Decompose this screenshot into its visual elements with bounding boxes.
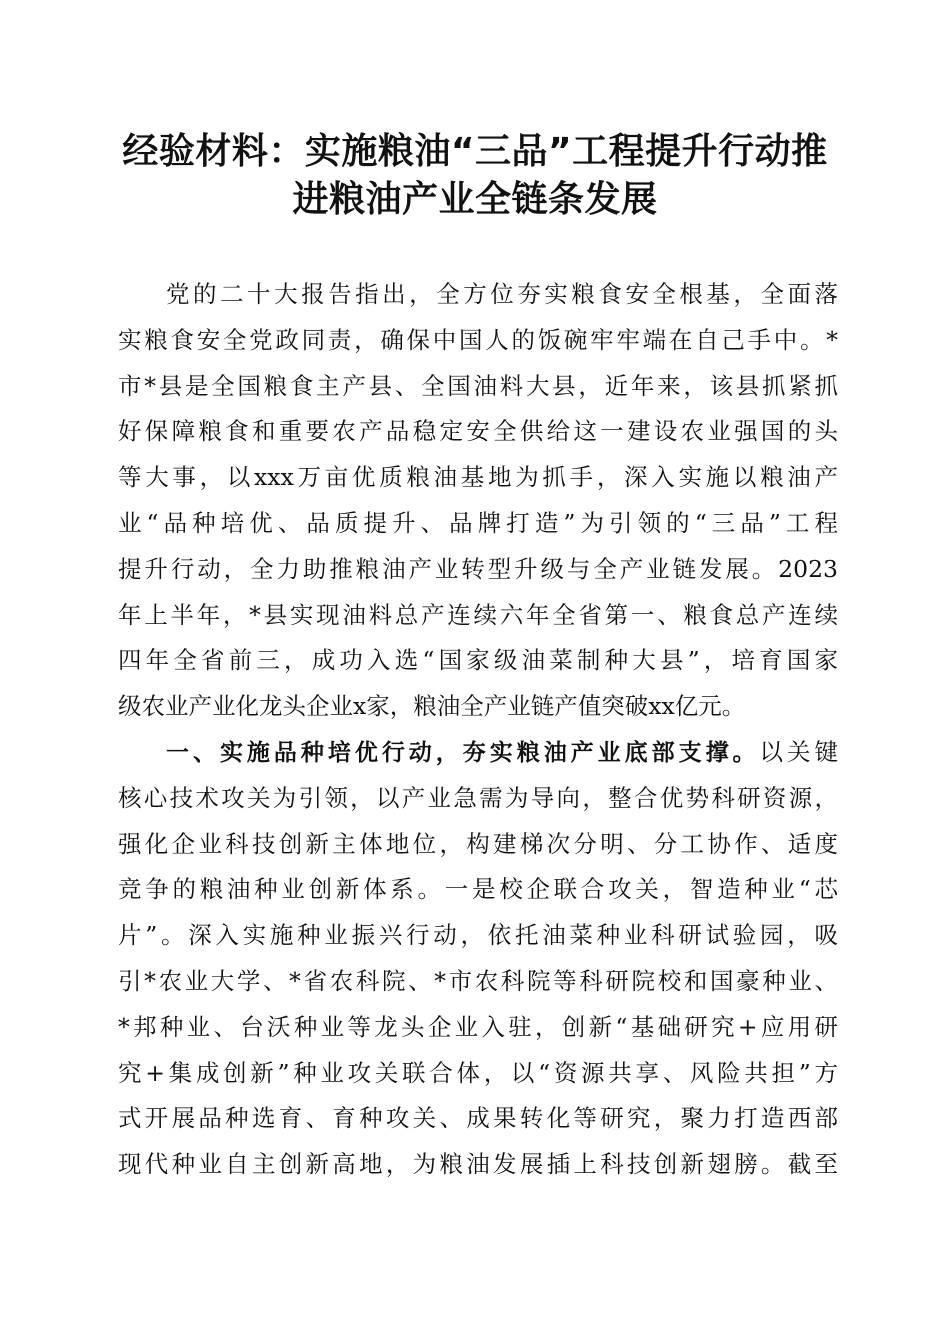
section-1 bbox=[118, 730, 838, 1188]
paragraph-line: 强化企业科技创新主体地位，构建梯次分明、分工协作、适度 bbox=[118, 829, 838, 858]
document-title bbox=[100, 128, 850, 224]
paragraph-line: 级农业产业化龙头企业x家，粮油全产业链产值突破xx亿元。 bbox=[118, 692, 746, 721]
paragraph-line: 等大事，以xxx万亩优质粮油基地为抓手，深入实施以粮油产 bbox=[118, 463, 838, 492]
title-line-2: 进粮油产业全链条发展 bbox=[292, 179, 658, 220]
paragraph-line: 提升行动，全力助推粮油产业转型升级与全产业链发展。2023 bbox=[118, 554, 838, 583]
paragraph-line: 党的二十大报告指出，全方位夯实粮食安全根基，全面落 bbox=[166, 280, 838, 308]
paragraph-line: 实粮食安全党政同责，确保中国人的饭碗牢牢端在自己手中。* bbox=[118, 325, 838, 354]
paragraph-line: 式开展品种选育、育种攻关、成果转化等研究，聚力打造西部 bbox=[118, 1104, 838, 1133]
paragraph-line: 业“品种培优、品质提升、品牌打造”为引领的“三品”工程 bbox=[118, 508, 838, 537]
paragraph-line: 年上半年，*县实现油料总产连续六年全省第一、粮食总产连续 bbox=[118, 600, 838, 629]
title-line-1: 经验材料：实施粮油“三品”工程提升行动推 bbox=[122, 131, 828, 172]
paragraph-line: 竞争的粮油种业创新体系。一是校企联合攻关，智造种业“芯 bbox=[118, 875, 838, 904]
paragraph-line: 片”。深入实施种业振兴行动，依托油菜种业科研试验园，吸 bbox=[118, 921, 838, 950]
paragraph-line: *邦种业、台沃种业等龙头企业入驻，创新“基础研究+应用研 bbox=[118, 1012, 838, 1041]
document-body bbox=[118, 272, 838, 1188]
paragraph-line: 现代种业自主创新高地，为粮油发展插上科技创新翅膀。截至 bbox=[118, 1150, 838, 1179]
section-1-first-line-rest: 以关键 bbox=[759, 737, 839, 766]
section-1-first-line bbox=[118, 730, 838, 776]
paragraph-line: 究+集成创新”种业攻关联合体，以“资源共享、风险共担”方 bbox=[118, 1058, 838, 1087]
paragraph-line: 四年全省前三，成功入选“国家级油菜制种大县”，培育国家 bbox=[118, 646, 838, 675]
paragraph-intro bbox=[118, 272, 838, 730]
paragraph-line: 核心技术攻关为引领，以产业急需为导向，整合优势科研资源， bbox=[118, 783, 838, 812]
section-1-heading: 一、实施品种培优行动，夯实粮油产业底部支撑。 bbox=[166, 739, 760, 766]
paragraph-line: 引*农业大学、*省农科院、*市农科院等科研院校和国豪种业、 bbox=[118, 966, 838, 995]
paragraph-line: 市*县是全国粮食主产县、全国油料大县，近年来，该县抓紧抓 bbox=[118, 371, 838, 400]
paragraph-line: 好保障粮食和重要农产品稳定安全供给这一建设农业强国的头 bbox=[118, 417, 838, 446]
